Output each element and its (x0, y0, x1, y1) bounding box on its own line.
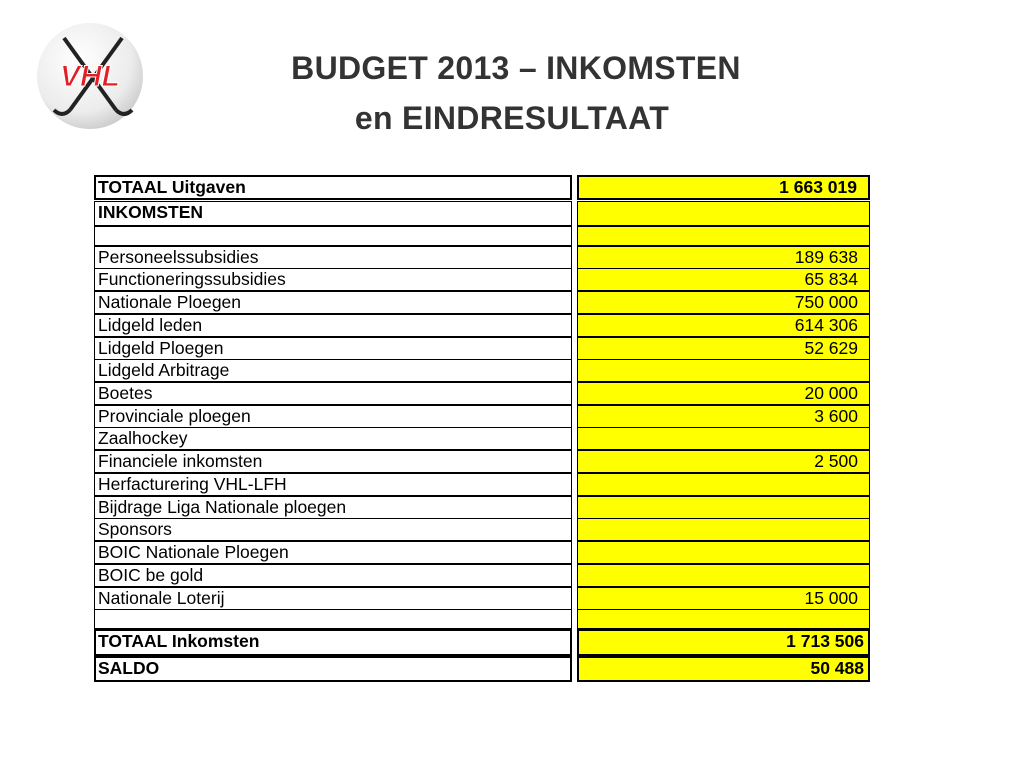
row-label (94, 226, 572, 246)
table-row (94, 314, 875, 337)
row-value: 50 488 (577, 656, 870, 682)
table-row (94, 291, 875, 314)
row-label: BOIC Nationale Ploegen (94, 541, 572, 564)
table-row (94, 268, 875, 291)
page-title-line-2: en EINDRESULTAAT (354, 100, 670, 136)
row-label: Nationale Ploegen (94, 291, 572, 314)
row-value (577, 226, 870, 246)
row-value: 1 663 019 (577, 175, 870, 200)
total-expenses-row (94, 175, 875, 200)
row-value: 750 000 (577, 291, 870, 314)
row-value (577, 609, 870, 629)
section-label: INKOMSTEN (94, 201, 572, 226)
row-value (577, 359, 870, 382)
row-label: SALDO (94, 656, 572, 682)
row-label: TOTAAL Uitgaven (94, 175, 572, 200)
table-row (94, 496, 875, 519)
row-label: Provinciale ploegen (94, 405, 572, 428)
section-header-row (94, 201, 875, 226)
table-row (94, 427, 875, 450)
row-value: 189 638 (577, 246, 870, 269)
row-value: 52 629 (577, 337, 870, 360)
blank-row (94, 609, 875, 629)
table-row (94, 382, 875, 405)
table-row (94, 246, 875, 269)
row-value: 2 500 (577, 450, 870, 473)
row-value: 65 834 (577, 268, 870, 291)
row-label: Lidgeld leden (94, 314, 572, 337)
table-row (94, 337, 875, 360)
row-label: TOTAAL Inkomsten (94, 629, 572, 656)
row-label (94, 609, 572, 629)
table-row (94, 405, 875, 428)
row-value: 614 306 (577, 314, 870, 337)
table-row (94, 518, 875, 541)
row-label: Financiele inkomsten (94, 450, 572, 473)
row-label: BOIC be gold (94, 564, 572, 587)
row-value: 1 713 506 (577, 629, 870, 656)
row-value: 20 000 (577, 382, 870, 405)
table-row (94, 587, 875, 610)
row-label: Zaalhockey (94, 427, 572, 450)
row-value (577, 564, 870, 587)
balance-row (94, 656, 875, 682)
section-value (577, 201, 870, 226)
row-label: Nationale Loterij (94, 587, 572, 610)
table-row (94, 450, 875, 473)
row-value: 15 000 (577, 587, 870, 610)
row-value (577, 518, 870, 541)
row-label: Lidgeld Arbitrage (94, 359, 572, 382)
row-label: Functioneringssubsidies (94, 268, 572, 291)
row-value (577, 473, 870, 496)
row-label: Herfacturering VHL-LFH (94, 473, 572, 496)
row-label: Personeelssubsidies (94, 246, 572, 269)
row-label: Bijdrage Liga Nationale ploegen (94, 496, 572, 519)
table-row (94, 541, 875, 564)
row-value: 3 600 (577, 405, 870, 428)
row-value (577, 427, 870, 450)
blank-row (94, 226, 875, 246)
table-row (94, 473, 875, 496)
table-row (94, 564, 875, 587)
total-income-row (94, 629, 875, 656)
row-label: Lidgeld Ploegen (94, 337, 572, 360)
row-label: Sponsors (94, 518, 572, 541)
svg-text:VHL: VHL (60, 60, 120, 93)
row-value (577, 541, 870, 564)
row-value (577, 496, 870, 519)
row-label: Boetes (94, 382, 572, 405)
table-row (94, 359, 875, 382)
page-title-line-1: BUDGET 2013 – INKOMSTEN (291, 50, 741, 86)
